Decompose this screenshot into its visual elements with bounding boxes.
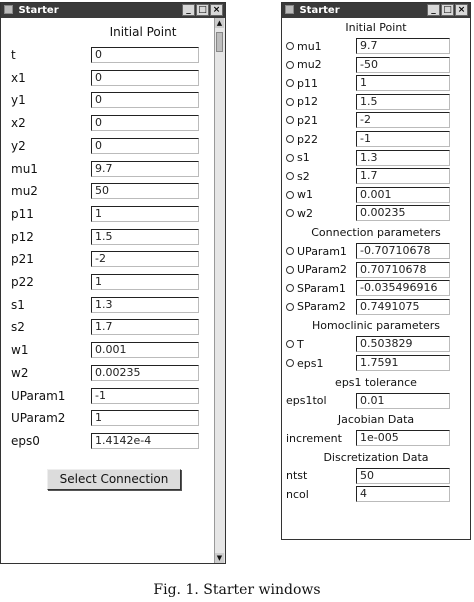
param-row [11,433,199,449]
vertical-scrollbar[interactable] [214,18,225,563]
param-row [11,161,199,177]
param-label: UParam1 [11,388,66,403]
scroll-up-icon[interactable]: ▲ [216,19,223,27]
param-row [286,112,450,128]
param-label: eps1 [297,356,324,370]
param-label: t [11,48,16,62]
param-input[interactable]: 50 [91,183,199,199]
minimize-button[interactable]: _ [182,4,195,16]
param-row [286,243,450,259]
param-row [11,70,199,86]
param-label: ntst [286,469,308,483]
param-label: mu1 [297,39,322,53]
param-input[interactable]: 50 [356,468,450,484]
section-header: eps1 tolerance [335,375,417,389]
param-label: s1 [297,151,310,165]
scroll-down-icon[interactable]: ▼ [216,554,223,562]
param-row [286,355,450,371]
param-input[interactable]: 0.7491075 [356,299,450,315]
param-input[interactable]: 1 [91,206,199,222]
param-radio[interactable] [286,135,294,143]
param-input[interactable]: 1e-005 [356,430,450,446]
param-label: y1 [11,93,26,108]
param-row [11,365,199,381]
param-row [286,187,450,203]
param-row [286,131,450,147]
param-input[interactable]: 1 [91,410,199,426]
app-icon [285,5,294,14]
param-radio[interactable] [286,340,294,348]
param-row [286,150,450,166]
param-input[interactable]: 1.7 [91,319,199,335]
param-input[interactable]: 1.7 [356,168,450,184]
param-row [11,297,199,313]
close-button[interactable]: × [210,4,223,16]
param-label: p21 [297,113,318,127]
param-label: w1 [297,188,313,202]
param-input[interactable]: 0.01 [356,393,450,409]
param-row [11,92,199,108]
param-row [286,336,450,352]
param-radio[interactable] [286,191,294,199]
param-input[interactable]: 0 [91,47,199,63]
param-input[interactable]: -1 [91,388,199,404]
param-row [286,38,450,54]
param-label: s1 [11,297,25,312]
param-label: p22 [11,275,34,289]
param-input[interactable]: 0.001 [356,187,450,203]
maximize-button[interactable]: □ [441,4,454,16]
param-row [11,274,199,290]
param-label: increment [286,431,342,445]
param-label: SParam1 [297,281,346,295]
param-row [286,430,450,446]
param-radio[interactable] [286,98,294,106]
param-radio[interactable] [286,154,294,162]
param-label: x2 [11,116,26,131]
param-radio[interactable] [286,303,294,311]
param-label: w2 [11,365,29,380]
section-header: Discretization Data [323,450,429,464]
param-input[interactable]: 0.70710678 [356,262,450,278]
param-radio[interactable] [286,247,294,255]
param-row [286,57,450,73]
param-input[interactable]: 1.3 [356,150,450,166]
param-label: ncol [286,487,309,501]
param-radio[interactable] [286,359,294,367]
param-input[interactable]: 1.7591 [356,355,450,371]
param-row [11,342,199,358]
param-label: p21 [11,252,34,267]
param-label: SParam2 [297,300,346,314]
scroll-thumb[interactable] [216,32,223,52]
app-icon [4,5,13,14]
param-row [286,468,450,484]
section-header: Connection parameters [311,226,441,239]
param-label: T [297,337,304,351]
param-input[interactable]: 1.4142e-4 [91,433,199,449]
param-input[interactable]: 0.00235 [356,205,450,221]
param-label: x1 [11,70,26,85]
param-label: p11 [297,76,318,90]
param-input[interactable]: -0.70710678 [356,243,450,259]
param-radio[interactable] [286,116,294,124]
param-input[interactable]: 1 [91,274,199,290]
param-radio[interactable] [286,266,294,274]
param-label: s2 [297,169,310,183]
param-row [286,299,450,315]
param-input[interactable]: -2 [91,251,199,267]
param-input[interactable]: 9.7 [91,161,199,177]
param-label: p12 [11,229,34,244]
param-label: p11 [11,206,34,221]
title-bar[interactable] [1,3,225,18]
param-row [286,168,450,184]
close-button[interactable]: × [455,4,468,16]
maximize-button[interactable]: □ [196,4,209,16]
param-label: UParam2 [297,263,347,277]
param-row [11,388,199,404]
param-radio[interactable] [286,209,294,217]
param-label: mu2 [297,58,322,72]
param-radio[interactable] [286,61,294,69]
param-label: UParam1 [297,244,347,258]
param-radio[interactable] [286,79,294,87]
param-row [11,206,199,222]
param-row [11,251,199,267]
param-input[interactable]: 0.503829 [356,336,450,352]
param-row [11,183,199,199]
section-header: Jacobian Data [337,413,415,427]
param-input[interactable]: -1 [356,131,450,147]
param-label: eps1tol [286,394,327,408]
param-row [286,486,450,502]
window-title: Starter [18,5,59,16]
param-label: p12 [297,95,318,109]
param-input[interactable]: 0 [91,70,199,86]
param-label: mu1 [11,161,38,176]
param-label: UParam2 [11,411,66,426]
param-input[interactable]: 1.5 [91,229,199,245]
param-input[interactable]: -50 [356,57,450,73]
param-label: p22 [297,132,318,146]
param-input[interactable]: 1 [356,75,450,91]
param-row [286,205,450,221]
param-row [11,115,199,131]
select-connection-button[interactable]: Select Connection [47,469,181,490]
param-input[interactable]: 0 [91,115,199,131]
param-label: w2 [297,206,313,220]
param-row [286,280,450,296]
param-input[interactable]: 4 [356,486,450,502]
param-row [286,262,450,278]
section-header: Initial Point [345,21,407,34]
window-title: Starter [299,5,340,16]
param-label: eps0 [11,433,40,448]
title-bar[interactable] [282,3,470,18]
param-input[interactable]: 0 [91,92,199,108]
param-input[interactable]: 0.00235 [91,365,199,381]
param-input[interactable]: -2 [356,112,450,128]
param-input[interactable]: 0 [91,138,199,154]
param-label: y2 [11,138,26,153]
section-header: Homoclinic parameters [312,319,440,333]
param-radio[interactable] [286,284,294,292]
param-row [286,75,450,91]
minimize-button[interactable]: _ [427,4,440,16]
param-input[interactable]: 1.5 [356,94,450,110]
param-input[interactable]: 1.3 [91,297,199,313]
param-label: s2 [11,320,25,335]
initial-point-header: Initial Point [109,25,177,39]
param-radio[interactable] [286,42,294,50]
param-row [11,410,199,426]
param-label: w1 [11,343,29,358]
param-row [11,229,199,245]
param-input[interactable]: -0.035496916 [356,280,450,296]
param-input[interactable]: 0.001 [91,342,199,358]
param-row [286,94,450,110]
param-row [11,47,199,63]
param-row [11,138,199,154]
param-row [11,319,199,335]
param-radio[interactable] [286,172,294,180]
starter-window-left [0,2,226,564]
figure-caption: Fig. 1. Starter windows [153,582,321,598]
starter-window-right [281,2,471,540]
param-label: mu2 [11,184,38,199]
param-input[interactable]: 9.7 [356,38,450,54]
param-row [286,393,450,409]
